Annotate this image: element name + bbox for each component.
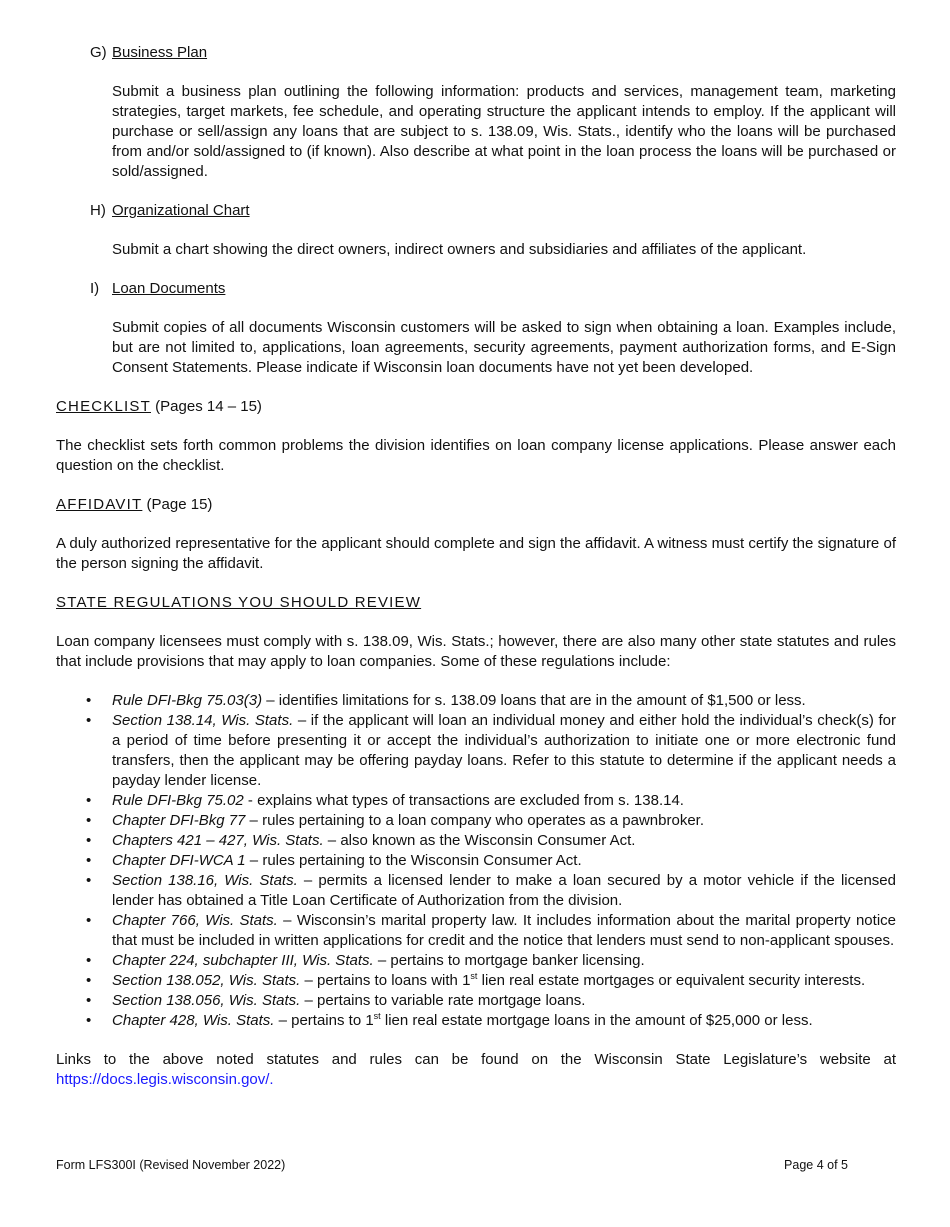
regulation-text: - explains what types of transactions are excluded from s. 138.14. [243, 792, 684, 809]
bullet-icon: • [86, 692, 92, 709]
regulation-text: – if the applicant will loan an individual money and either hold the individual’s check(s) for a period of time before presenting it or accept the individual’s authorization to initiate one or more electronic fund transfers, then the applicant may be offering payday loans. Refer to this statute to determine if the applicant needs a payday lender license. [112, 712, 896, 789]
bullet-icon: • [86, 872, 92, 889]
regulation-text: – pertains to mortgage banker licensing. [373, 952, 645, 969]
checklist-pages: (Pages 14 – 15) [155, 398, 262, 415]
list-item [56, 991, 896, 1011]
ordinal-suffix: st [373, 1011, 381, 1021]
bullet-icon: • [86, 952, 92, 969]
list-item [56, 911, 896, 951]
affidavit-body: A duly authorized representative for the applicant should complete and sign the affidavit. A witness must certify the signature of the person signing the affidavit. [56, 535, 896, 572]
regulation-ref: Chapter DFI-WCA 1 [112, 852, 246, 869]
section-h-title: Organizational Chart [112, 202, 250, 219]
section-g-body: Submit a business plan outlining the following information: products and services, management team, marketing strategies, target markets, fee schedule, and operating structure the applicant intends to employ. If the applicant will purchase or sell/assign any loans that are subject to s. 138.09, Wis. Stats., identify who the loans will be purchased from and/or sold/assigned to (if known). Also describe at what point in the loan process the loans will be purchased or sold/assigned. [112, 83, 896, 180]
regulation-ref: Section 138.052, Wis. Stats. [112, 972, 301, 989]
regulation-ref: Section 138.16, Wis. Stats. [112, 872, 298, 889]
list-item [56, 871, 896, 911]
bullet-icon: • [86, 712, 92, 729]
regulations-heading [56, 593, 896, 613]
regulation-ref: Section 138.056, Wis. Stats. [112, 992, 301, 1009]
regulation-ref: Chapter 766, Wis. Stats. [112, 912, 278, 929]
checklist-title: CHECKLIST [56, 398, 151, 415]
section-i-title: Loan Documents [112, 280, 226, 297]
regulation-ref: Chapters 421 – 427, Wis. Stats. [112, 832, 324, 849]
list-item [56, 811, 896, 831]
regulation-ref: Chapter 428, Wis. Stats. [112, 1012, 275, 1029]
list-item [56, 1011, 896, 1031]
section-i-heading [56, 279, 896, 299]
list-item [56, 691, 896, 711]
affidavit-heading [56, 495, 896, 515]
regulation-text: – pertains to 1 [274, 1012, 374, 1029]
regulation-text: lien real estate mortgages or equivalent security interests. [477, 972, 866, 989]
regulation-ref: Rule DFI-Bkg 75.02 [112, 792, 244, 809]
regulation-text: – permits a licensed lender to make a loan secured by a motor vehicle if the licensed lender has obtained a Title Loan Certificate of Authorization from the division. [112, 872, 896, 909]
list-item [56, 831, 896, 851]
list-item [56, 851, 896, 871]
bullet-icon: • [86, 792, 92, 809]
list-item [56, 951, 896, 971]
links-paragraph [56, 1050, 896, 1090]
list-item [56, 971, 896, 991]
affidavit-title: AFFIDAVIT [56, 496, 143, 513]
regulations-title: STATE REGULATIONS YOU SHOULD REVIEW [56, 594, 422, 611]
regulations-intro: Loan company licensees must comply with s. 138.09, Wis. Stats.; however, there are also many other state statutes and rules that include provisions that may apply to loan companies. Some of these regulations include: [56, 633, 896, 670]
regulation-text: – also known as the Wisconsin Consumer Act. [323, 832, 636, 849]
section-h-letter: H) [90, 202, 106, 219]
section-g-title: Business Plan [112, 44, 208, 61]
regulation-ref: Chapter 224, subchapter III, Wis. Stats. [112, 952, 374, 969]
regulation-text: – identifies limitations for s. 138.09 loans that are in the amount of $1,500 or less. [262, 692, 806, 709]
regulation-text: lien real estate mortgage loans in the amount of $25,000 or less. [380, 1012, 813, 1029]
regulation-text: – rules pertaining to a loan company who operates as a pawnbroker. [245, 812, 705, 829]
regulations-list [56, 691, 896, 1031]
section-h-heading [56, 201, 896, 221]
section-i-letter: I) [90, 280, 100, 297]
bullet-icon: • [86, 912, 92, 929]
section-g-letter: G) [90, 44, 107, 61]
checklist-heading [56, 397, 896, 417]
page-number: Page 4 of 5 [784, 1158, 848, 1172]
section-g-heading [56, 43, 896, 63]
regulation-ref: Chapter DFI-Bkg 77 [112, 812, 246, 829]
regulation-text: – Wisconsin’s marital property law. It includes information about the marital property notice that must be included in written applications for credit and the notice that lenders must send to non-applicant spouses. [112, 912, 896, 949]
list-item [56, 791, 896, 811]
regulation-ref: Rule DFI-Bkg 75.03(3) [112, 692, 263, 709]
links-text: Links to the above noted statutes and rules can be found on the Wisconsin State Legislature’s website at [56, 1051, 896, 1068]
list-item [56, 711, 896, 791]
section-i-body: Submit copies of all documents Wisconsin customers will be asked to sign when obtaining a loan. Examples include, but are not limited to, applications, loan agreements, security agreements, payment authorization forms, and E-Sign Consent Statements. Please indicate if Wisconsin loan documents have not yet been developed. [112, 319, 896, 376]
legislature-link[interactable]: https://docs.legis.wisconsin.gov/. [56, 1071, 274, 1088]
regulation-text: – pertains to loans with 1 [300, 972, 471, 989]
section-h-body: Submit a chart showing the direct owners, indirect owners and subsidiaries and affiliates of the applicant. [112, 241, 807, 258]
regulation-text: – rules pertaining to the Wisconsin Consumer Act. [245, 852, 582, 869]
document-page [56, 43, 896, 1109]
bullet-icon: • [86, 972, 92, 989]
bullet-icon: • [86, 852, 92, 869]
regulation-ref: Section 138.14, Wis. Stats. [112, 712, 294, 729]
bullet-icon: • [86, 992, 92, 1009]
bullet-icon: • [86, 832, 92, 849]
checklist-body: The checklist sets forth common problems the division identifies on loan company license applications. Please answer each question on the checklist. [56, 437, 896, 474]
regulation-text: – pertains to variable rate mortgage loans. [300, 992, 586, 1009]
affidavit-pages: (Page 15) [146, 496, 213, 513]
bullet-icon: • [86, 812, 92, 829]
form-number: Form LFS300I (Revised November 2022) [56, 1158, 286, 1172]
bullet-icon: • [86, 1012, 92, 1029]
ordinal-suffix: st [470, 971, 478, 981]
